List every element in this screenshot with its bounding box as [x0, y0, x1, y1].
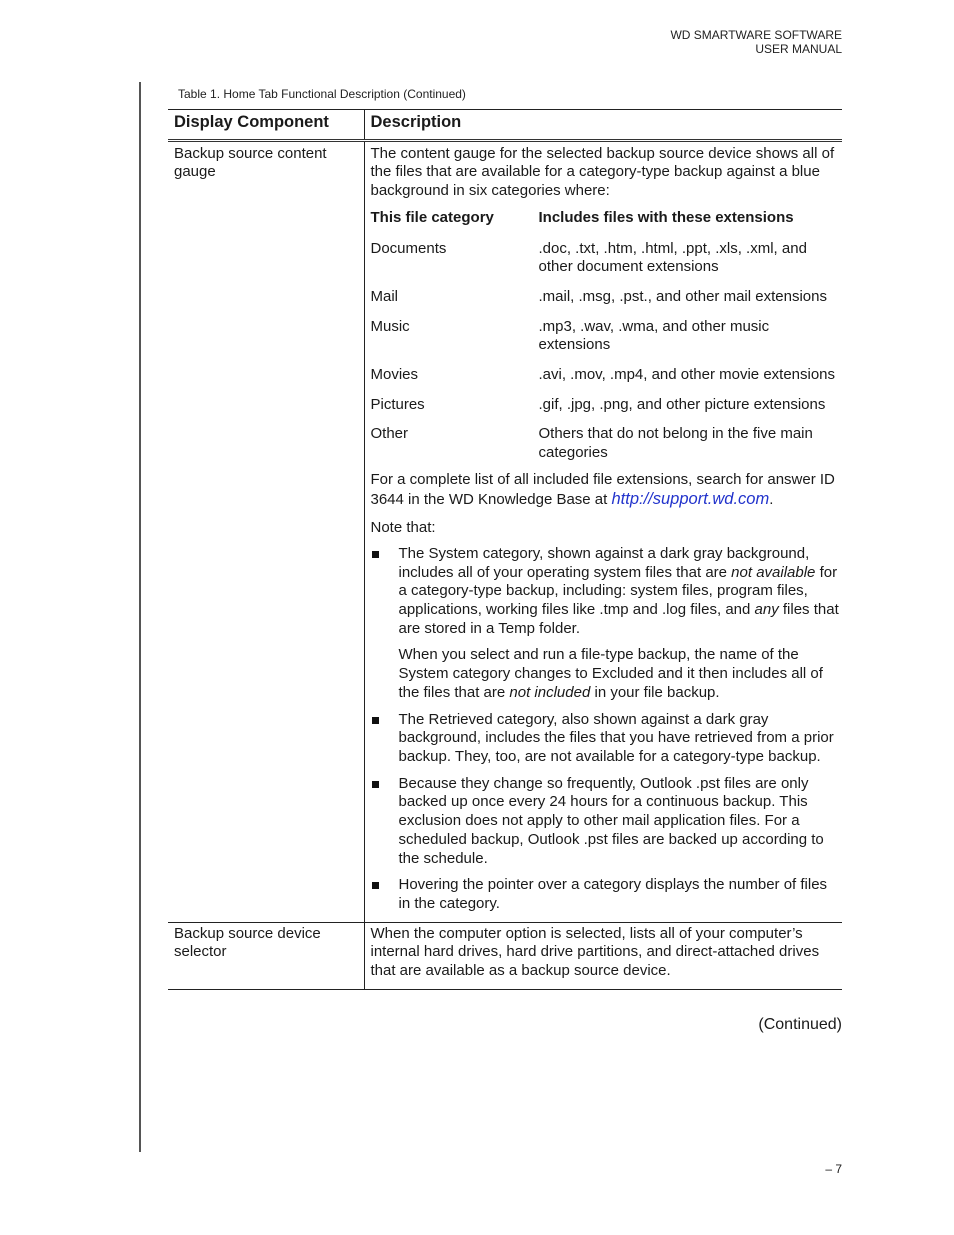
extensions-header: Includes files with these extensions — [538, 208, 794, 226]
category-extensions: .mail, .msg, .pst., and other mail extensions — [538, 287, 827, 305]
notes-list — [371, 545, 843, 914]
complete-list-text: For a complete list of all included file extensions, search for answer ID 3644 in the WD Knowledge Base at — [370, 470, 835, 508]
list-item — [371, 775, 843, 869]
square-bullet-icon — [372, 781, 379, 788]
category-row — [371, 393, 843, 423]
category-name: Mail — [370, 287, 399, 305]
note-emphasis: not included — [509, 683, 591, 701]
note-text: in your file backup. — [590, 683, 720, 701]
note-text: for a category-type backup, including: system files, program files, applications, working files like .tmp and .log files, and — [398, 563, 838, 619]
category-name: Pictures — [370, 395, 425, 413]
category-name: Movies — [370, 366, 419, 384]
note-system — [399, 545, 843, 639]
note-outlook: Because they change so frequently, Outlook .pst files are only backed up once every 24 hours for a continuous backup. This exclusion does not apply to other mail application files. For a scheduled backup, Outlook .pst files are backed up according to the schedule. — [398, 774, 824, 867]
col-header-description: Description — [364, 110, 842, 141]
continued-label: (Continued) — [758, 1016, 842, 1033]
table-row — [168, 140, 842, 922]
description-cell — [364, 140, 842, 922]
table-header-row — [168, 110, 842, 141]
note-text: files that are stored in a Temp folder. — [398, 601, 839, 637]
category-row — [371, 422, 843, 470]
category-row — [371, 285, 843, 315]
category-header: This file category — [370, 208, 494, 226]
note-emphasis: any — [754, 601, 779, 619]
note-that-label: Note that: — [370, 519, 436, 537]
complete-list-period: . — [769, 490, 774, 508]
category-extensions: .gif, .jpg, .png, and other picture extensions — [538, 395, 826, 413]
gauge-intro: The content gauge for the selected backup source device shows all of the files that are available for a category-type backup against a blue background in six categories where: — [370, 144, 835, 200]
note-text: The System category, shown against a dark gray background, includes all of your operating system files that are — [398, 544, 810, 581]
table-row — [168, 922, 842, 989]
note-retrieved: The Retrieved category, also shown against a dark gray background, includes the files that you have retrieved from a prior backup. They, too, are not available for a category-type backup. — [398, 710, 834, 765]
category-name: Documents — [370, 239, 447, 257]
description-cell: When the computer option is selected, lists all of your computer’s internal hard drives, hard drive partitions, and direct-attached drives that are available as a backup source device. — [364, 922, 842, 989]
functional-description-table — [168, 109, 842, 990]
list-item — [371, 876, 843, 913]
support-link[interactable]: http://support.wd.com — [611, 489, 770, 508]
square-bullet-icon — [372, 551, 379, 558]
category-name: Music — [370, 317, 410, 335]
category-row — [371, 315, 843, 363]
component-cell: Backup source device selector — [168, 922, 364, 989]
running-header — [670, 28, 842, 56]
category-extensions: Others that do not belong in the five main categories — [538, 425, 813, 462]
square-bullet-icon — [372, 882, 379, 889]
complete-list-paragraph — [371, 471, 843, 509]
note-text: When you select and run a file-type backup, the name of the System category changes to Excluded and it then includes all of the files that are — [398, 646, 823, 701]
col-header-display-component: Display Component — [168, 110, 364, 141]
category-row — [371, 237, 843, 285]
note-hover: Hovering the pointer over a category displays the number of files in the category. — [398, 876, 828, 912]
note-system-sub — [399, 646, 843, 702]
list-item — [371, 711, 843, 767]
category-header-row — [371, 209, 843, 237]
component-cell: Backup source content gauge — [174, 144, 327, 181]
square-bullet-icon — [372, 717, 379, 724]
category-extensions: .doc, .txt, .htm, .html, .ppt, .xls, .xml, and other document extensions — [538, 239, 807, 276]
category-row — [371, 363, 843, 393]
left-margin-rule — [139, 82, 141, 1152]
category-name: Other — [370, 425, 409, 443]
category-extensions: .avi, .mov, .mp4, and other movie extensions — [538, 366, 836, 384]
header-line-2: USER MANUAL — [755, 42, 842, 56]
header-line-1: WD SMARTWARE SOFTWARE — [670, 28, 842, 42]
list-item — [371, 545, 843, 703]
file-category-table — [371, 209, 843, 471]
page-number: – 7 — [825, 1162, 842, 1176]
category-extensions: .mp3, .wav, .wma, and other music extensions — [538, 317, 770, 354]
table-caption: Table 1. Home Tab Functional Description (Continued) — [178, 87, 466, 101]
note-emphasis: not available — [731, 563, 816, 581]
